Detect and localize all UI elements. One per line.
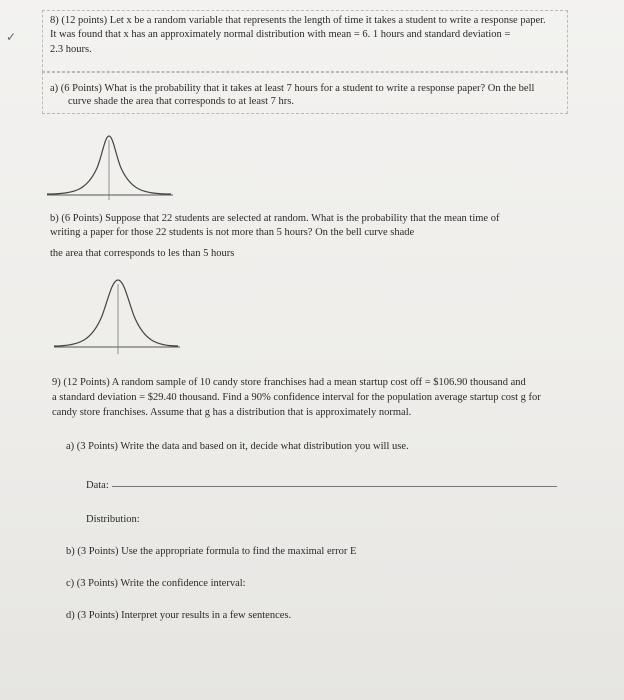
q8b-line2: writing a paper for those 22 students is not more than 5 hours? On the bell curve shade bbox=[50, 227, 415, 238]
side-mark: ✓ bbox=[6, 30, 17, 44]
q9d: d) (3 Points) Interpret your results in a few sentences. bbox=[66, 610, 292, 621]
q8-line1: 8) (12 points) Let x be a random variable that represents the length of time it takes a student to write a response paper. bbox=[50, 15, 546, 26]
q9a: a) (3 Points) Write the data and based on it, decide what distribution you will use. bbox=[66, 441, 409, 452]
data-answer-line[interactable] bbox=[112, 486, 557, 487]
q8b-line3: the area that corresponds to les than 5 hours bbox=[50, 248, 235, 259]
q8a-line1: a) (6 Points) What is the probability that it takes at least 7 hours for a student to write a response paper? On the bell bbox=[50, 83, 535, 94]
q8-line2: It was found that x has an approximately normal distribution with mean = 6. 1 hours and standard deviation = bbox=[50, 29, 511, 40]
bell-curve-b[interactable] bbox=[52, 270, 182, 356]
data-label: Data: bbox=[86, 480, 109, 491]
bell-curve-a[interactable] bbox=[45, 128, 175, 202]
q8-line3: 2.3 hours. bbox=[50, 44, 92, 55]
q9-line3: candy store franchises. Assume that g has a distribution that is approximately normal. bbox=[52, 407, 412, 418]
q8a-line2: curve shade the area that corresponds to at least 7 hrs. bbox=[68, 96, 294, 107]
q8b-line1: b) (6 Points) Suppose that 22 students are selected at random. What is the probability that the mean time of bbox=[50, 213, 500, 224]
q9c: c) (3 Points) Write the confidence interval: bbox=[66, 578, 246, 589]
q9b: b) (3 Points) Use the appropriate formula to find the maximal error E bbox=[66, 546, 357, 557]
distribution-label: Distribution: bbox=[86, 514, 140, 525]
q9-line1: 9) (12 Points) A random sample of 10 candy store franchises had a mean startup cost off = $106.90 thousand and bbox=[52, 377, 526, 388]
q9-line2: a standard deviation = $29.40 thousand. Find a 90% confidence interval for the population average startup cost g for bbox=[52, 392, 541, 403]
